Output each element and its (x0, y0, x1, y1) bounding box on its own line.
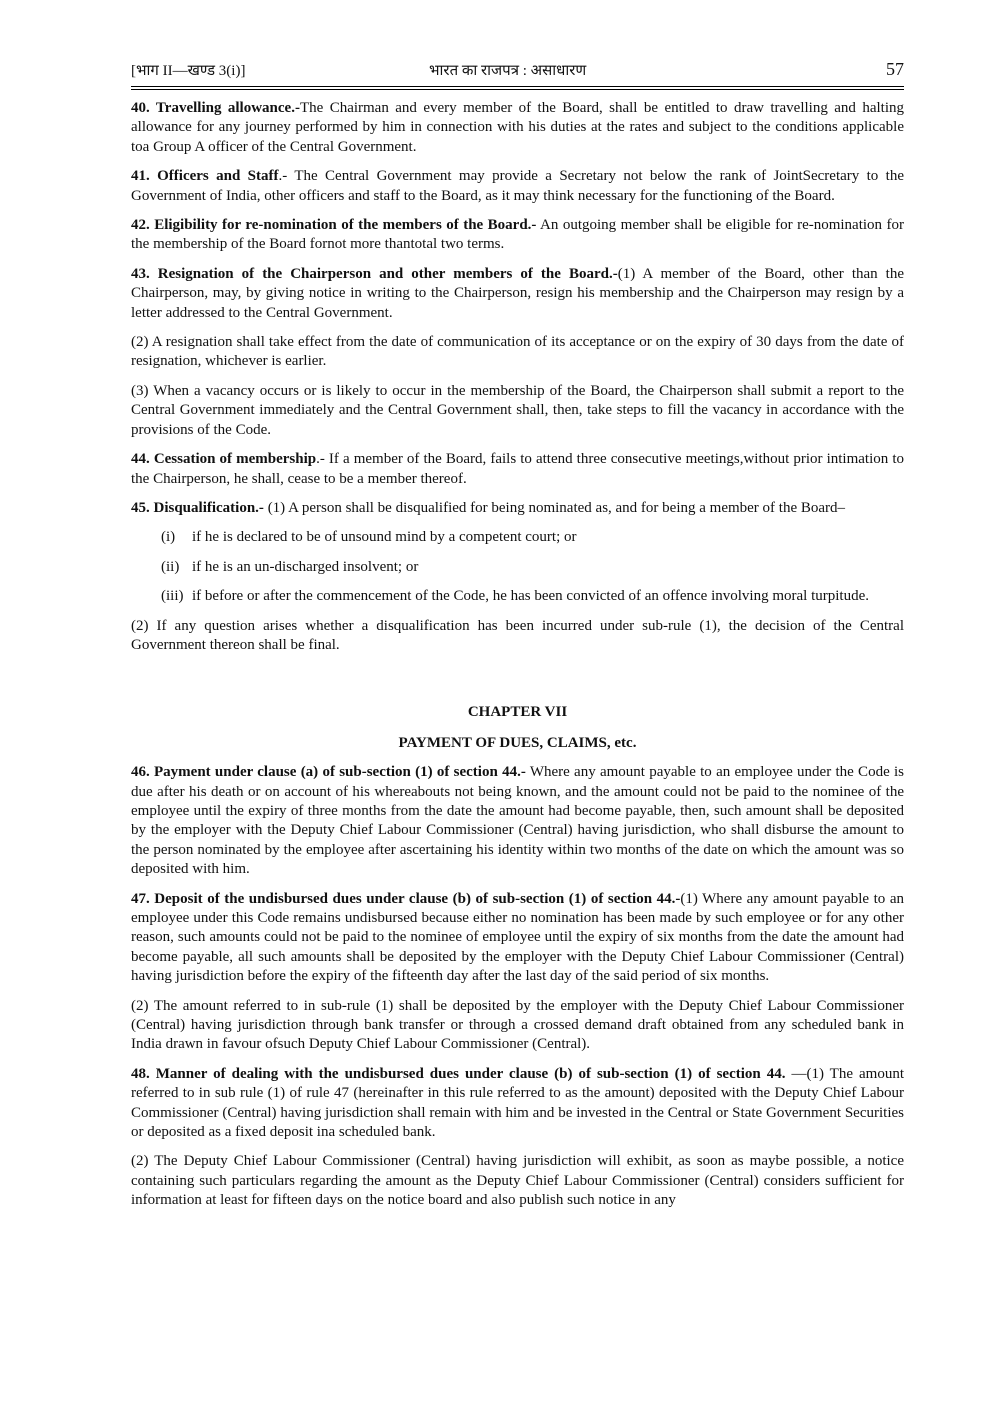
section-48 (131, 1065, 904, 1143)
section-41-heading: 41. Officers and Staff (131, 168, 279, 185)
section-47-subrule-2: (2) The amount referred to in sub-rule (1) shall be deposited by the employer with the Deputy Chief Labour Commissioner (Central) having jurisdiction through bank transfer or through a crossed demand draft obtained from any scheduled bank in India drawn in favour ofsuch Deputy Chief Labour Commissioner (Central). (131, 997, 904, 1053)
section-48-text: —(1) The amount referred to in sub rule (1) of rule 47 (hereinafter in this rule referred to as the amount) deposited with the Deputy Chief Labour Commissioner (Central) having jurisdiction shall remain with him and be invested in the Central or State Government Securities or deposited as a fixed deposit ina scheduled bank. (131, 1065, 904, 1141)
chapter-number: CHAPTER VII (467, 704, 568, 721)
list-item-text: if before or after the commencement of the Code, he has been convicted of an offence involving moral turpitude. (192, 588, 869, 605)
section-40-text: The Chairman and every member of the Board, shall be entitled to draw travelling and halting allowance for any journey performed by him in connection with his duties at the rates and subject to the conditions applicable toa Group A officer of the Central Government. (131, 100, 904, 155)
page-header (131, 59, 904, 84)
disqualification-item (131, 587, 904, 606)
section-47-text: (1) Where any amount payable to an employee under this Code remains undisbursed because either no nomination has been made by such employee or for any other reason, such amounts could not be paid to the nominee of employee until the expiry of six months from the date the amount had become payable, all such amounts shall be deposited by the employer with the Deputy Chief Labour Commissioner (Central) having jurisdiction before the expiry of the fifteenth day after the last day of the said period of six months. (131, 890, 904, 985)
section-46 (131, 763, 904, 879)
header-gazette-title: भारत का राजपत्र : असाधारण (429, 63, 587, 79)
section-44 (131, 450, 904, 489)
disqualification-item (131, 528, 904, 547)
section-40-heading: 40. Travelling allowance.- (131, 100, 300, 116)
header-part-section: [भाग II—खण्ड 3(i)] (131, 63, 246, 79)
section-43-subrule-3: (3) When a vacancy occurs or is likely to occur in the membership of the Board, the Chairperson shall submit a report to the Central Government immediately and the Central Government shall, then, take steps to fill the vacancy in accordance with the provisions of the Code. (131, 382, 904, 438)
section-45-subrule-2: (2) If any question arises whether a disqualification has been incurred under sub-rule (1), the decision of the Central Government thereon shall be final. (131, 617, 904, 653)
section-45-heading: 45. Disqualification.- (131, 499, 264, 516)
section-45-text: (1) A person shall be disqualified for being nominated as, and for being a member of the Board– (263, 499, 846, 516)
header-rule-top (131, 86, 904, 87)
section-45 (131, 499, 904, 518)
disqualification-item (131, 558, 904, 577)
page-number: 57 (886, 59, 904, 79)
section-41 (131, 167, 904, 206)
section-41-text: .- The Central Government may provide a Secretary not below the rank of JointSecretary to the Government of India, other officers and staff to the Board, as it may think necessary for the functioning of the Board. (131, 168, 905, 204)
section-43-text: (1) A member of the Board, other than the Chairperson, may, by giving notice in writing to the Chairperson, resign his membership and the Chairperson may resign by a letter addressed to the Central Government. (131, 265, 905, 321)
section-40 (131, 99, 904, 157)
list-item-number: (iii) (161, 588, 184, 605)
header-rule-bottom (131, 89, 904, 90)
section-43-subrule-2: (2) A resignation shall take effect from the date of communication of its acceptance or on the expiry of 30 days from the date of resignation, whichever is earlier. (131, 334, 904, 370)
section-48-heading: 48. Manner of dealing with the undisbursed dues under clause (b) of sub-section (1) of section 44. (131, 1065, 786, 1082)
section-46-text: Where any amount payable to an employee under the Code is due after his death or on account of his whereabouts not being known, and the amount could not be paid to the nominee of the employee until the expiry of three months from the date the amount had become payable, then, such amount shall be deposited by the employer with the Deputy Chief Labour Commissioner (Central) having jurisdiction, who shall disburse the amount to the person nominated by the employee after ascertaining his identity within two months of the date on which the amount was so deposited with him. (131, 764, 904, 878)
gazette-page (131, 59, 905, 1221)
section-47 (131, 890, 904, 987)
section-42 (131, 216, 904, 255)
list-item-number: (ii) (161, 558, 180, 575)
section-48-subrule-2: (2) The Deputy Chief Labour Commissioner (Central) having jurisdiction will exhibit, as soon as maybe possible, a notice containing such particulars regarding the amount as the Deputy Chief Labour Commissioner (Central) considers sufficient for information at least for fifteen days on the notice board and also publish such notice in any (131, 1153, 904, 1209)
section-44-text: .- If a member of the Board, fails to attend three consecutive meetings,without prior intimation to the Chairperson, he shall, cease to be a member thereof. (131, 451, 904, 487)
section-43-heading: 43. Resignation of the Chairperson and other members of the Board.- (131, 265, 618, 282)
list-item-text: if he is declared to be of unsound mind by a competent court; or (192, 529, 577, 546)
list-item-number: (i) (161, 529, 176, 546)
section-44-heading: 44. Cessation of membership (131, 451, 317, 468)
section-46-heading: 46. Payment under clause (a) of sub-section (1) of section 44.- (131, 764, 526, 781)
list-item-text: if he is an un-discharged insolvent; or (192, 558, 419, 575)
section-42-heading: 42. Eligibility for re-nomination of the members of the Board.- (131, 217, 537, 234)
chapter-title: PAYMENT OF DUES, CLAIMS, etc. (398, 734, 637, 751)
section-47-heading: 47. Deposit of the undisbursed dues under clause (b) of sub-section (1) of section 44.- (131, 890, 681, 907)
section-42-text: An outgoing member shall be eligible for re-nomination for the membership of the Board fornot more thantotal two terms. (131, 217, 905, 253)
section-43 (131, 265, 904, 323)
